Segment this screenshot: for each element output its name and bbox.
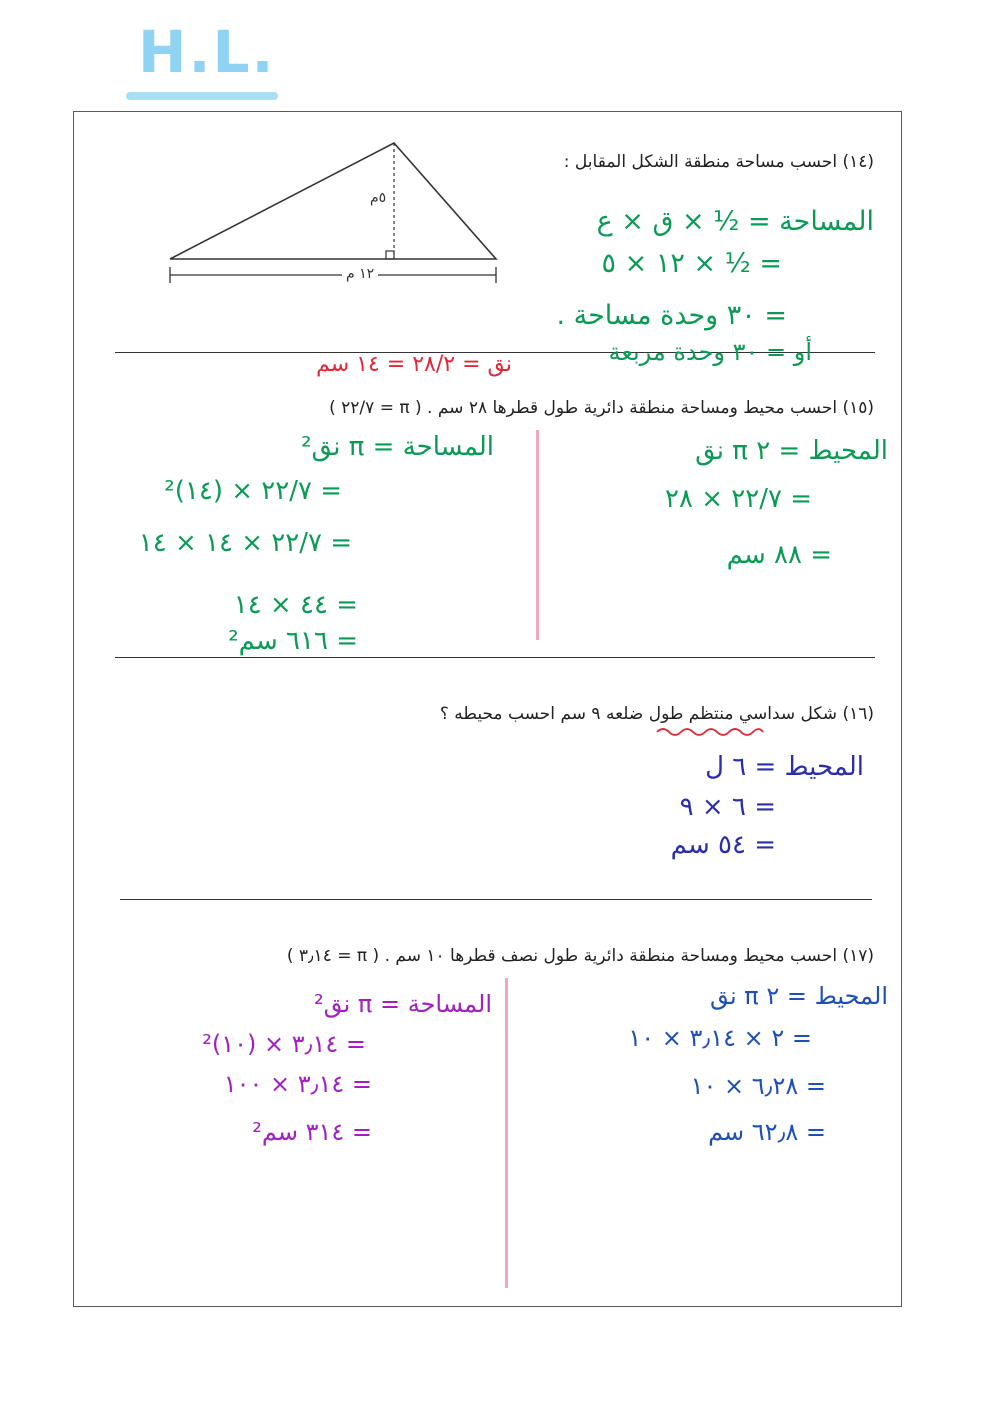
divider-3 — [120, 899, 872, 900]
red-squiggle-underline — [655, 726, 765, 738]
q14-answer-line-1: المساحة = ½ × ق × ع — [596, 206, 874, 237]
q15-perimeter-line-1: المحيط = ٢ π نق — [695, 436, 888, 466]
question-17: (١٧) احسب محيط ومساحة منطقة دائرية طول نصف قطرها ١٠ سم . ( π = ٣٫١٤ ) — [286, 946, 874, 966]
divider-2 — [115, 657, 875, 658]
q15-radius-note: نق = ٢٨/٢ = ١٤ سم — [316, 352, 512, 377]
q17-perimeter-line-1: المحيط = ٢ π نق — [709, 982, 888, 1010]
q17-perimeter-line-4: = ٦٢٫٨ سم — [708, 1118, 826, 1146]
q17-area-line-2: = ٣٫١٤ × (١٠)² — [202, 1030, 366, 1058]
q14-answer-line-3: = ٣٠ وحدة مساحة . — [556, 300, 787, 331]
q14-answer-line-4: أو = ٣٠ وحدة مربعة — [608, 338, 812, 366]
q15-perimeter-line-2: = ٢٢/٧ × ٢٨ — [665, 484, 812, 514]
handwritten-initials: H.L. — [138, 18, 276, 86]
question-16: (١٦) شكل سداسي منتظم طول ضلعه ٩ سم احسب محيطه ؟ — [439, 704, 874, 724]
question-14: (١٤) احسب مساحة منطقة الشكل المقابل : — [563, 152, 874, 172]
q16-answer-line-2: = ٦ × ٩ — [679, 792, 776, 822]
q15-perimeter-line-3: = ٨٨ سم — [726, 540, 832, 570]
q15-area-line-3: = ٢٢/٧ × ١٤ × ١٤ — [138, 528, 352, 558]
triangle-height-label: ٥م — [370, 190, 387, 206]
q17-area-line-4: = ٣١٤ سم² — [252, 1118, 372, 1146]
q14-answer-line-2: = ½ × ١٢ × ٥ — [601, 248, 782, 279]
q15-area-line-2: = ٢٢/٧ × (١٤)² — [164, 476, 342, 506]
q15-area-line-4: = ٤٤ × ١٤ — [233, 590, 358, 620]
triangle-figure — [160, 135, 510, 295]
q17-area-line-3: = ٣٫١٤ × ١٠٠ — [223, 1070, 372, 1098]
q17-column-divider — [505, 978, 508, 1288]
q16-answer-line-3: = ٥٤ سم — [670, 830, 776, 860]
initials-underline — [126, 92, 278, 100]
q15-area-line-1: المساحة = π نق² — [301, 432, 494, 462]
triangle-base-label: ١٢ م — [342, 266, 378, 282]
q15-area-line-5: = ٦١٦ سم² — [228, 626, 358, 656]
question-15: (١٥) احسب محيط ومساحة منطقة دائرية طول قطرها ٢٨ سم . ( π = ٢٢/٧ ) — [329, 398, 874, 418]
q17-area-line-1: المساحة = π نق² — [313, 990, 492, 1018]
q17-perimeter-line-2: = ٢ × ٣٫١٤ × ١٠ — [628, 1024, 812, 1052]
q15-column-divider — [536, 430, 539, 640]
q17-perimeter-line-3: = ٦٫٢٨ × ١٠ — [690, 1072, 826, 1100]
q16-answer-line-1: المحيط = ٦ ل — [705, 752, 864, 782]
